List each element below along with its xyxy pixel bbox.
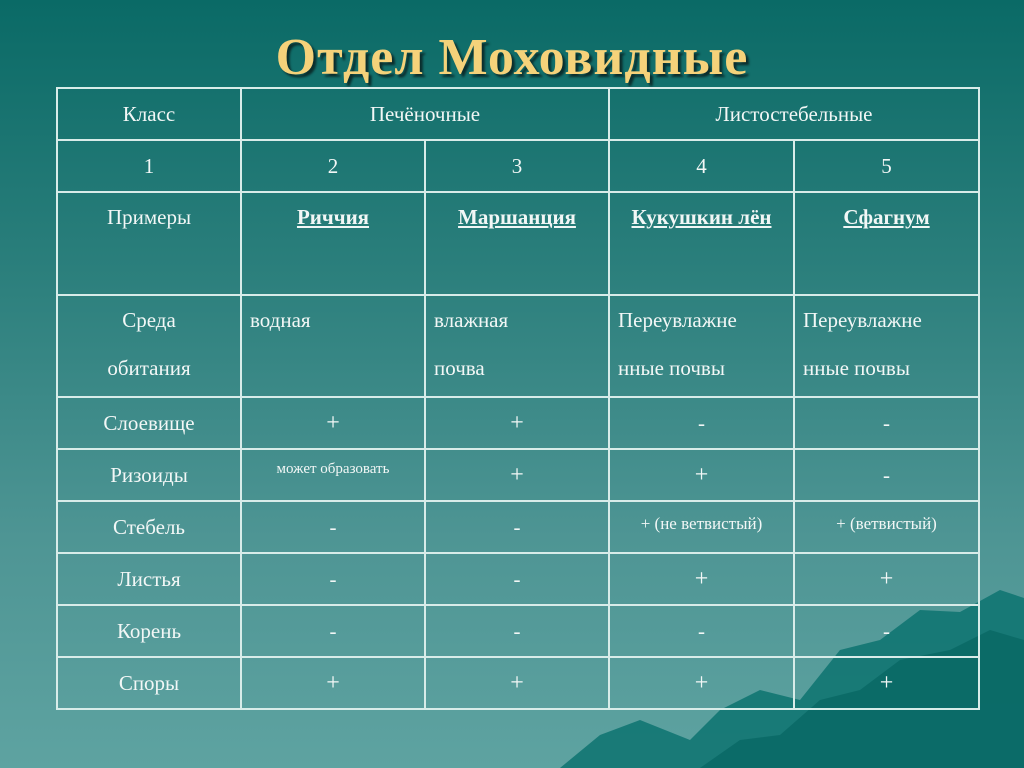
table-row [57,553,979,605]
comparison-table [56,87,980,710]
header-row [57,88,979,140]
row-label: Листья [57,553,241,605]
cell-value: + [425,397,609,449]
col-number: 1 [57,140,241,192]
example-riccia: Риччия [241,192,425,295]
col-number: 3 [425,140,609,192]
cell-value: + [425,657,609,709]
table-row [57,397,979,449]
row-label: Слоевище [57,397,241,449]
col-number: 5 [794,140,979,192]
col-number: 4 [609,140,794,192]
habitat-row [57,295,979,397]
table-row [57,501,979,553]
cell-value: - [425,501,609,553]
cell-value: + [794,657,979,709]
cell-value: + [794,553,979,605]
table-row [57,657,979,709]
cell-value: + [241,397,425,449]
cell-value: - [241,605,425,657]
header-group-mosses: Листостебельные [609,88,979,140]
cell-value: + [425,449,609,501]
page-title: Отдел Моховидные [275,29,749,86]
habitat-value: влажная почва [425,295,609,397]
cell-value: - [794,397,979,449]
cell-value: + [609,657,794,709]
col-number: 2 [241,140,425,192]
examples-row [57,192,979,295]
table-row [57,605,979,657]
cell-value: + (не ветвистый) [609,501,794,553]
header-group-liverworts: Печёночные [241,88,609,140]
cell-value: + [241,657,425,709]
habitat-value: водная [241,295,425,397]
example-polytrichum: Кукушкин лён [609,192,794,295]
cell-value: - [609,397,794,449]
cell-value: - [425,605,609,657]
cell-value: - [609,605,794,657]
cell-value: + (ветвистый) [794,501,979,553]
cell-value: - [241,501,425,553]
habitat-value: Переувлажне нные почвы [609,295,794,397]
header-class-label: Класс [57,88,241,140]
cell-value: может образовать [241,449,425,501]
cell-value: - [794,605,979,657]
row-label: Среда обитания [57,295,241,397]
table-row [57,449,979,501]
cell-value: - [241,553,425,605]
row-label: Корень [57,605,241,657]
numbers-row [57,140,979,192]
row-label: Стебель [57,501,241,553]
cell-value: - [425,553,609,605]
cell-value: - [794,449,979,501]
example-marchantia: Маршанция [425,192,609,295]
row-label: Споры [57,657,241,709]
cell-value: + [609,449,794,501]
example-sphagnum: Сфагнум [794,192,979,295]
habitat-value: Переувлажне нные почвы [794,295,979,397]
row-label: Примеры [57,192,241,295]
row-label: Ризоиды [57,449,241,501]
cell-value: + [609,553,794,605]
